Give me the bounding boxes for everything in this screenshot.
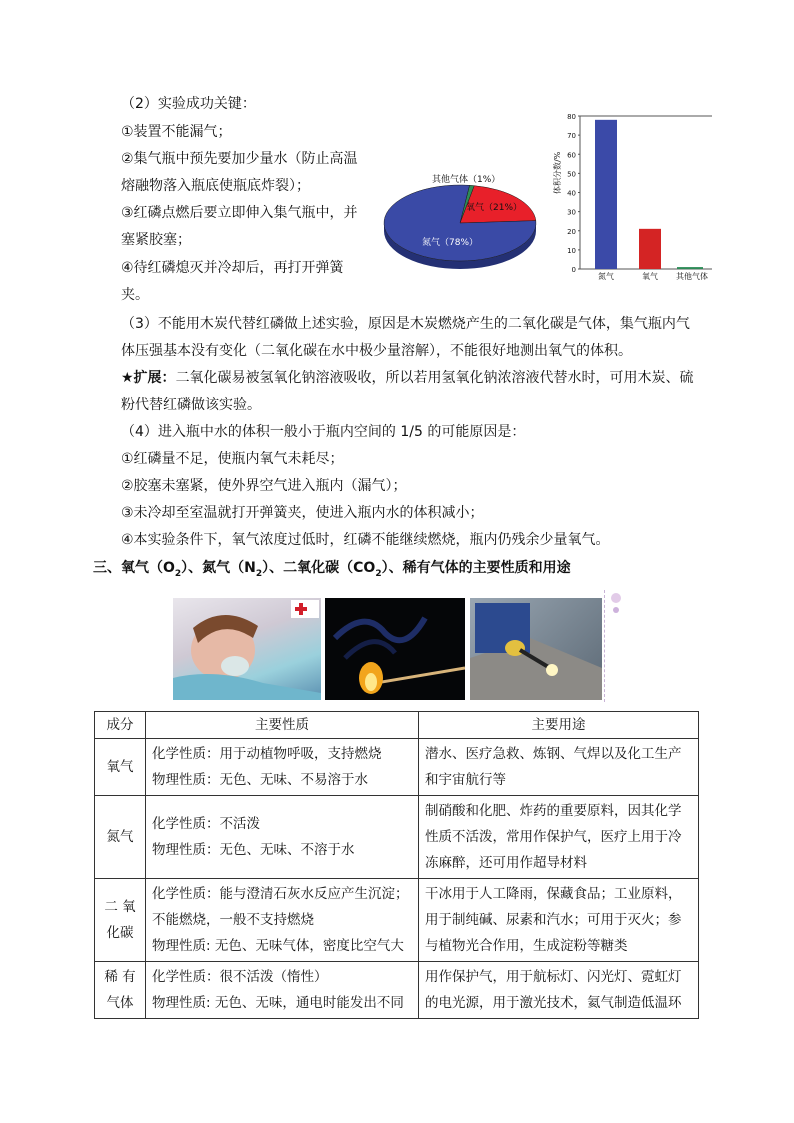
reason-4-item4: ④本实验条件下，氧气浓度过低时，红磷不能继续燃烧，瓶内仍残余少量氧气。 [121, 532, 610, 548]
key-point-4b: 夹。 [121, 287, 149, 303]
bar-0 [595, 120, 617, 269]
match-flame-photo [325, 598, 465, 700]
reason-4-item3: ③未冷却至室温就打开弹簧夹，使进入瓶内水的体积减小； [121, 505, 484, 521]
bar-category-other: 其他气体 [676, 272, 708, 281]
pie-label-oxygen: 氧气（21%） [466, 203, 523, 213]
row-properties: 化学性质：能与澄清石灰水反应产生沉淀； 不能燃烧，一般不支持燃烧 物理性质: 无色、无味气体，密度比空气大 [146, 879, 419, 962]
key-points-title: （2）实验成功关键： [121, 96, 256, 112]
row-uses: 干冰用于人工降雨，保藏食品；工业原料， 用于制纯碱、尿素和汽水；可用于灭火；参 与植物光合作用，生成淀粉等糖类 [419, 879, 699, 962]
bar-y-tick: 40 [567, 189, 576, 198]
row-uses: 用作保护气，用于航标灯、闪光灯、霓虹灯 的电光源，用于激光技术，氦气制造低温环 [419, 962, 699, 1019]
bar-category-oxygen: 氧气 [642, 272, 658, 281]
extension-line1 [121, 368, 694, 388]
key-point-2b: 熔融物落入瓶底使瓶底炸裂）； [121, 178, 310, 194]
row-uses: 潜水、医疗急救、炼钢、气焊以及化工生产 和宇宙航行等 [419, 739, 699, 796]
bar-1 [639, 229, 661, 269]
bar-y-axis-label: 体积分数/% [553, 151, 562, 194]
oxygen-mask-photo [173, 598, 321, 700]
key-point-2a: ②集气瓶中预先要加少量水（防止高温 [121, 151, 358, 167]
extension-text: 二氧化碳易被氢氧化钠溶液吸收，所以若用氢氧化钠浓溶液代替水时，可用木炭、硫 [175, 370, 694, 386]
row-name: 稀 有 气体 [95, 962, 146, 1019]
bar-y-tick: 70 [567, 132, 576, 141]
table-row [95, 739, 699, 796]
reason-3-line1: （3）不能用木炭代替红磷做上述实验，原因是木炭燃烧产生的二氧化碳是气体，集气瓶内气 [121, 316, 690, 332]
reason-4-title: （4）进入瓶中水的体积一般小于瓶内空间的 1/5 的可能原因是： [121, 424, 526, 440]
extension-line2: 粉代替红磷做该实验。 [121, 397, 261, 413]
row-properties: 化学性质：很不活泼（惰性） 物理性质: 无色、无味，通电时能发出不同 [146, 962, 419, 1019]
row-name: 二 氧 化碳 [95, 879, 146, 962]
bar-y-tick: 0 [571, 266, 576, 274]
row-properties: 化学性质：不活泼 物理性质：无色、无味、不溶于水 [146, 796, 419, 879]
bar-y-tick: 50 [567, 170, 576, 179]
decorative-border [604, 590, 627, 702]
table-header-row [95, 712, 699, 739]
bar-2 [677, 267, 703, 269]
table-row [95, 879, 699, 962]
bar-y-tick: 60 [567, 151, 576, 160]
key-point-4a: ④待红磷熄灭并冷却后，再打开弹簧 [121, 260, 344, 276]
extension-label: ★扩展： [121, 370, 176, 386]
key-point-3b: 塞紧胶塞； [121, 232, 191, 248]
welding-photo [470, 598, 602, 700]
header-uses: 主要用途 [419, 712, 699, 739]
row-uses: 制硝酸和化肥、炸药的重要原料，因其化学 性质不活泼，常用作保护气，医疗上用于冷 冻麻醉，还可用作超导材料 [419, 796, 699, 879]
bar-category-nitrogen: 氮气 [598, 272, 614, 281]
reason-3-line2: 体压强基本没有变化（二氧化碳在水中极少量溶解），不能很好地测出氧气的体积。 [121, 343, 632, 359]
key-point-3a: ③红磷点燃后要立即伸入集气瓶中，并 [121, 205, 358, 221]
bar-y-tick: 20 [567, 227, 576, 236]
bar-y-tick: 80 [567, 113, 576, 121]
reason-4-item1: ①红磷量不足，使瓶内氧气未耗尽； [121, 451, 344, 467]
pie-label-other: 其他气体（1%） [432, 175, 501, 185]
table-row [95, 962, 699, 1019]
reason-4-item2: ②胶塞未塞紧，使外界空气进入瓶内（漏气）； [121, 478, 407, 494]
bar-y-tick: 10 [567, 246, 576, 255]
gas-properties-table [94, 711, 699, 1019]
row-name: 氮气 [95, 796, 146, 879]
air-composition-bar-chart [550, 108, 720, 284]
key-point-1: ①装置不能漏气； [121, 124, 232, 140]
air-composition-pie-chart [380, 165, 540, 275]
row-name: 氧气 [95, 739, 146, 796]
table-row [95, 796, 699, 879]
bar-y-tick: 30 [567, 208, 576, 217]
section-3-heading: 三、氧气$(O_2)$、氮气$(N_2)$、二氧化碳$(CO_2)$、稀有气体的主要性质和用途 [93, 560, 571, 579]
header-properties: 主要性质 [146, 712, 419, 739]
pie-label-nitrogen: 氮气（78%） [422, 238, 479, 248]
header-component: 成分 [95, 712, 146, 739]
row-properties: 化学性质：用于动植物呼吸，支持燃烧 物理性质：无色、无味、不易溶于水 [146, 739, 419, 796]
